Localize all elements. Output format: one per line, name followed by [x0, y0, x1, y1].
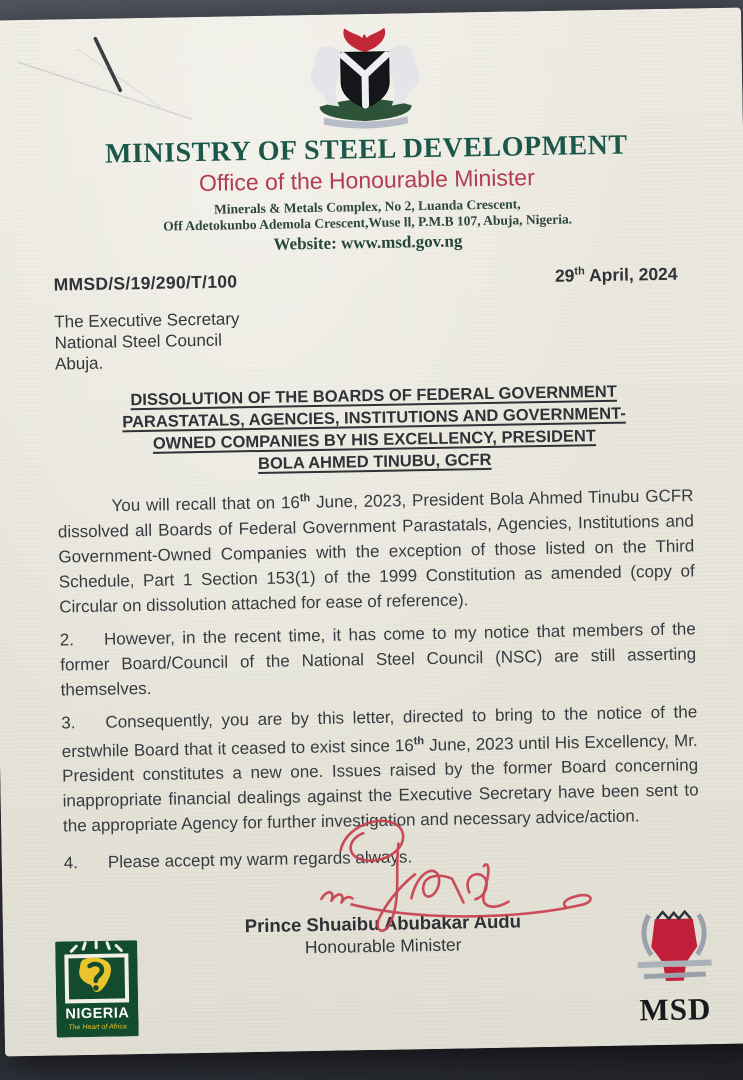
office-line: Office of the Honourable Minister	[198, 164, 535, 196]
recipient-line: National Steel Council	[54, 330, 223, 353]
paragraph-number: 4.	[63, 853, 79, 873]
paragraph-number: 3.	[61, 712, 76, 733]
date-ordinal-suffix: th	[574, 265, 585, 278]
ordinal-suffix: th	[413, 734, 425, 747]
ministry-name: MINISTRY OF STEEL DEVELOPMENT	[104, 129, 628, 170]
date-day: 29	[554, 265, 575, 286]
msd-logo	[631, 908, 719, 1028]
body-paragraph-2	[60, 616, 697, 702]
address-line-2: Off Adetokunbo Ademola Crescent,Wuse ll, P.M.B 107, Abuja, Nigeria.	[163, 211, 573, 234]
signer-title: Honourable Minister	[304, 934, 462, 958]
nigeria-coat-of-arms-icon	[288, 25, 442, 132]
nigeria-logo-tagline: The Heart of Africa	[68, 1023, 127, 1032]
reference-number: MMSD/S/19/290/T/100	[53, 271, 238, 295]
subject-heading	[55, 379, 692, 478]
paragraph-text: However, in the recent time, it has come to my notice that members of the former Board/Council of the National Steel Council (NSC) are still asserting themselves.	[60, 619, 697, 700]
reference-row	[53, 263, 689, 295]
handwritten-signature	[302, 808, 614, 945]
msd-logo-label: MSD	[639, 991, 712, 1028]
subject-line: PARASTATALS, AGENCIES, INSTITUTIONS AND GOVERNMENT-	[122, 404, 626, 432]
paragraph-text: You will recall that on 16	[111, 492, 301, 516]
tab-spacer	[78, 868, 108, 869]
pen-mark	[5, 24, 237, 138]
paragraph-text: Consequently, you are by this letter, directed to bring to the notice of the erstwhile Board that it ceased to exist since 16	[61, 702, 698, 761]
paragraph-text: June, 2023 until His Excellency, Mr. President constitutes a new one. Issues raised by the former Board concerning inappropriate financial dealings against the Executive Secretary have been sent to the appropriate Agency for further investigation and necessary advice/action.	[62, 730, 699, 836]
website-line: Website: www.msd.gov.ng	[273, 231, 463, 254]
ordinal-suffix: th	[299, 492, 311, 505]
recipient-line: The Executive Secretary	[54, 309, 240, 332]
nigeria-logo-word: NIGERIA	[65, 1005, 130, 1023]
recipient-line: Abuja.	[54, 353, 104, 374]
subject-line: OWNED COMPANIES BY HIS EXCELLENCY, PRESIDENT	[152, 427, 597, 453]
signer-name: Prince Shuaibu Abubakar Audu	[244, 910, 522, 937]
address-line-1: Minerals & Metals Complex, No 2, Luanda Crescent,	[213, 196, 521, 217]
subject-line: BOLA AHMED TINUBU, GCFR	[257, 450, 492, 473]
steel-ladle-icon	[631, 908, 718, 985]
recipient-block	[54, 300, 691, 374]
subject-line: DISSOLUTION OF THE BOARDS OF FEDERAL GOVERNMENT	[130, 382, 617, 410]
paragraph-text: Please accept my warm regards always.	[107, 847, 413, 872]
tab-spacer	[74, 644, 104, 645]
date-month-year: April, 2024	[584, 263, 678, 286]
letter-paper	[0, 7, 743, 1056]
paragraph-text: June, 2023, President Bola Ahmed Tinubu GCFR dissolved all Boards of Federal Government Parastatals, Agencies, Institutions and Government-Owned Companies with the exception of those listed on the Third Schedule, Part 1 Section 153(1) of the 1999 Constitution as amended (copy of Circular on dissolution attached for ease of reference).	[57, 486, 695, 617]
tab-spacer	[76, 727, 106, 728]
letter-date	[555, 264, 678, 287]
body-paragraph-1	[57, 479, 695, 619]
paragraph-number: 2.	[59, 629, 75, 650]
nigeria-heart-of-africa-logo	[55, 940, 139, 1037]
